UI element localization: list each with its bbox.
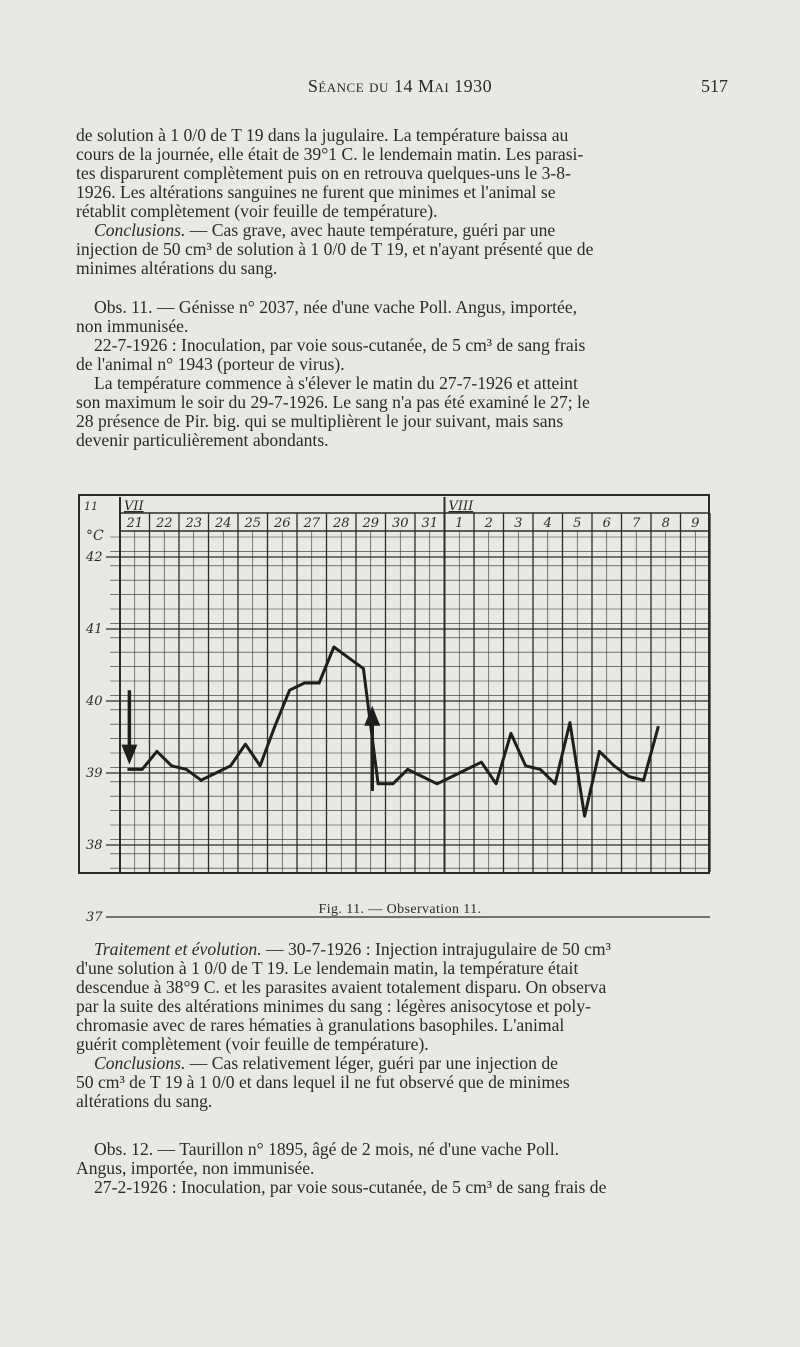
observation-11 (76, 298, 712, 450)
month-label: VIII (448, 499, 474, 514)
text-line: tes disparurent complètement puis on en retrouva quelques-uns le 3-8- (76, 163, 571, 183)
treatment-arrowhead (364, 706, 380, 726)
text-line: 1926. Les altérations sanguines ne furent que minimes et l'animal se (76, 182, 556, 202)
month-label: VII (124, 499, 144, 514)
y-tick-label: 41 (86, 622, 103, 637)
conclusion-line (76, 221, 712, 240)
day-tick-label: 23 (185, 516, 203, 531)
day-tick-label: 22 (155, 516, 173, 531)
day-tick-label: 26 (273, 516, 291, 531)
text-line: de solution à 1 0/0 de T 19 dans la jugulaire. La température baissa au (76, 125, 569, 145)
running-title: Séance du 14 Mai 1930 (307, 76, 493, 96)
conclusion-text: — Cas relativement léger, guéri par une injection de (185, 1053, 558, 1073)
day-tick-label: 29 (362, 516, 380, 531)
y-axis-unit-label: °C (86, 528, 104, 544)
text-line: 27-2-1926 : Inoculation, par voie sous-cutanée, de 5 cm³ de sang frais de (94, 1177, 607, 1197)
temperature-line (127, 647, 658, 816)
text-line: son maximum le soir du 29-7-1926. Le sang n'a pas été examiné le 27; le (76, 392, 590, 412)
text-line: La température commence à s'élever le matin du 27-7-1926 et atteint (94, 373, 578, 393)
day-tick-label: 21 (126, 516, 144, 531)
y-tick-label: 42 (86, 550, 103, 565)
conclusion-label: Conclusions. (94, 220, 186, 240)
text-line: descendue à 38°9 C. et les parasites avaient totalement disparu. On observa (76, 977, 607, 997)
chart-grid (79, 495, 710, 917)
day-tick-label: 2 (484, 516, 493, 531)
treatment-text: — 30-7-1926 : Injection intrajugulaire de 50 cm³ (261, 939, 611, 959)
y-tick-label: 39 (86, 766, 103, 781)
text-line: Obs. 12. — Taurillon n° 1895, âgé de 2 mois, né d'une vache Poll. (94, 1139, 560, 1159)
day-tick-label: 5 (573, 516, 582, 531)
page-header (0, 76, 800, 102)
day-tick-label: 4 (543, 516, 552, 531)
text-line: non immunisée. (76, 316, 189, 336)
day-tick-label: 8 (661, 516, 670, 531)
observation-12 (76, 1140, 712, 1197)
conclusion-text: — Cas grave, avec haute température, guéri par une (185, 220, 556, 240)
chart-marks (121, 647, 658, 816)
text-line: minimes altérations du sang. (76, 258, 278, 278)
day-tick-label: 7 (632, 516, 641, 531)
day-tick-label: 9 (691, 516, 700, 531)
day-tick-label: 25 (244, 516, 262, 531)
figure-caption: Fig. 11. — Observation 11. (318, 902, 482, 917)
page-number: 517 (701, 76, 728, 96)
day-tick-label: 6 (602, 516, 611, 531)
text-line: devenir particulièrement abondants. (76, 430, 329, 450)
treatment-label: Traitement et évolution. (94, 939, 262, 959)
day-tick-label: 3 (514, 516, 523, 531)
text-line: 50 cm³ de T 19 à 1 0/0 et dans lequel il ne fut observé que de minimes (76, 1072, 570, 1092)
text-line: altérations du sang. (76, 1091, 213, 1111)
text-line: 28 présence de Pir. big. qui se multiplièrent le jour suivant, mais sans (76, 411, 564, 431)
day-tick-label: 28 (332, 516, 350, 531)
corner-mark: 11 (84, 500, 98, 513)
text-line: de l'animal n° 1943 (porteur de virus). (76, 354, 345, 374)
text-line: Angus, importée, non immunisée. (76, 1158, 315, 1178)
paragraph-continuation (76, 126, 712, 278)
y-tick-label: 40 (86, 694, 103, 709)
text-line: injection de 50 cm³ de solution à 1 0/0 de T 19, et n'ayant présenté que de (76, 239, 594, 259)
y-tick-label: 38 (86, 838, 103, 853)
conclusion-line (76, 1054, 712, 1073)
conclusion-label: Conclusions. (94, 1053, 186, 1073)
y-tick-label: 37 (86, 910, 103, 925)
text-line: d'une solution à 1 0/0 de T 19. Le lendemain matin, la température était (76, 958, 579, 978)
day-tick-label: 1 (455, 516, 464, 531)
text-line: guérit complètement (voir feuille de température). (76, 1034, 429, 1054)
text-line: chromasie avec de rares hématies à granulations basophiles. L'animal (76, 1015, 565, 1035)
text-line: cours de la journée, elle était de 39°1 C. le lendemain matin. Les parasi- (76, 144, 584, 164)
day-tick-label: 31 (421, 516, 439, 531)
day-tick-label: 24 (214, 516, 232, 531)
text-line: par la suite des altérations minimes du sang : légères anisocytose et poly- (76, 996, 591, 1016)
chart-labels (84, 499, 699, 925)
day-tick-label: 27 (303, 516, 321, 531)
text-line: rétablit complètement (voir feuille de température). (76, 201, 438, 221)
treatment-paragraph (76, 940, 712, 1111)
text-line: 22-7-1926 : Inoculation, par voie sous-cutanée, de 5 cm³ de sang frais (94, 335, 586, 355)
treatment-line (76, 940, 712, 959)
text-line: Obs. 11. — Génisse n° 2037, née d'une vache Poll. Angus, importée, (94, 297, 578, 317)
day-tick-label: 30 (391, 516, 409, 531)
chart-frame (79, 495, 709, 873)
